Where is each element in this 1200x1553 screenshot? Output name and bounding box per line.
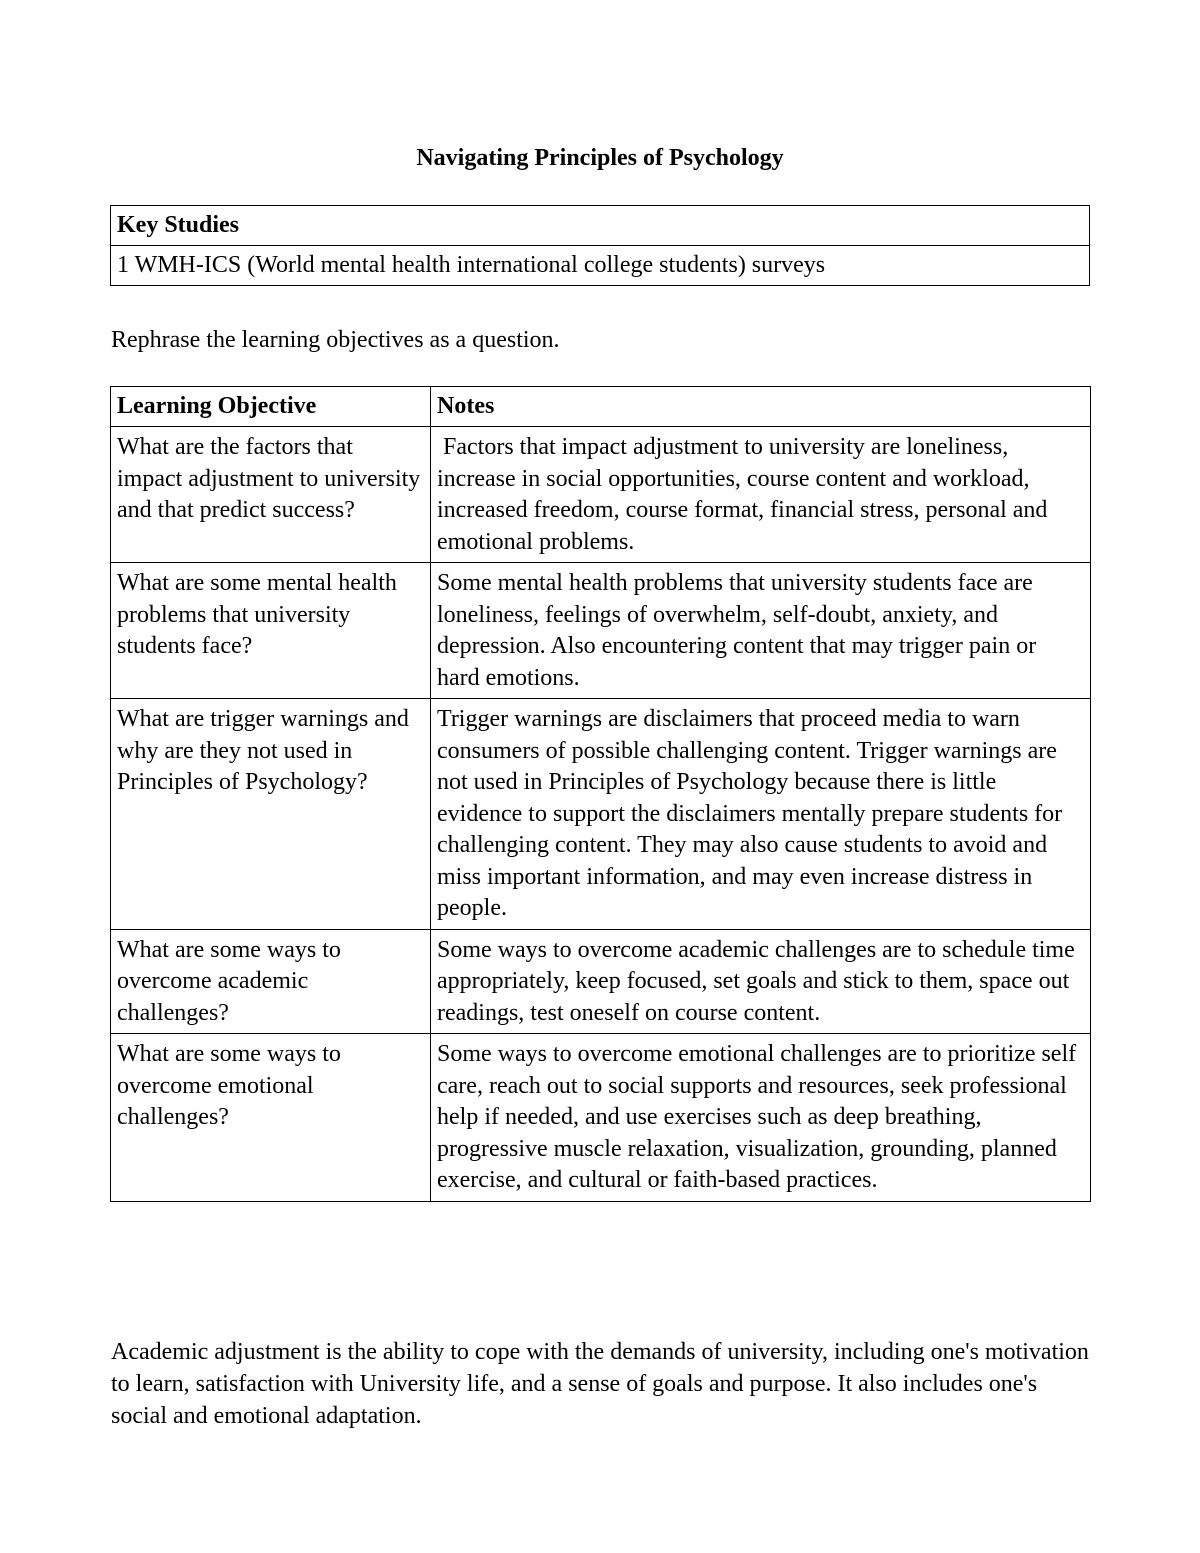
table-row: [111, 206, 1090, 246]
objective-notes: Some ways to overcome academic challenges are to schedule time appropriately, keep focused, set goals and stick to them, space out readings, test oneself on course content.: [431, 929, 1091, 1034]
objective-question: What are some mental health problems that university students face?: [111, 563, 431, 699]
key-studies-header: Key Studies: [111, 206, 1090, 246]
learning-objectives-table: [110, 386, 1091, 1202]
table-header-row: [111, 387, 1091, 427]
table-row: [111, 246, 1090, 286]
objective-question: What are the factors that impact adjustment to university and that predict success?: [111, 427, 431, 563]
summary-paragraph: Academic adjustment is the ability to cope with the demands of university, including one's motivation to learn, satisfaction with University life, and a sense of goals and purpose. It also includes one's social and emotional adaptation.: [111, 1339, 1089, 1429]
learning-objective-header: Learning Objective: [111, 387, 431, 427]
objective-notes: Factors that impact adjustment to university are loneliness, increase in social opportunities, course content and workload, increased freedom, course format, financial stress, personal and emotional problems.: [431, 427, 1091, 563]
notes-header: Notes: [431, 387, 1091, 427]
table-row: [111, 563, 1091, 699]
table-row: [111, 427, 1091, 563]
objective-question: What are some ways to overcome academic challenges?: [111, 929, 431, 1034]
table-row: [111, 699, 1091, 930]
objective-question: What are some ways to overcome emotional challenges?: [111, 1034, 431, 1202]
objective-question: What are trigger warnings and why are they not used in Principles of Psychology?: [111, 699, 431, 930]
key-studies-table: [110, 205, 1090, 286]
objective-notes: Some mental health problems that university students face are loneliness, feelings of overwhelm, self-doubt, anxiety, and depression. Also encountering content that may trigger pain or hard emotions.: [431, 563, 1091, 699]
table-row: [111, 929, 1091, 1034]
table-row: [111, 1034, 1091, 1202]
objective-notes: Some ways to overcome emotional challenges are to prioritize self care, reach out to social supports and resources, seek professional help if needed, and use exercises such as deep breathing, progressive muscle relaxation, visualization, grounding, planned exercise, and cultural or faith-based practices.: [431, 1034, 1091, 1202]
page-title: Navigating Principles of Psychology: [416, 145, 784, 171]
instruction-text: Rephrase the learning objectives as a question.: [111, 327, 560, 353]
key-study-item: 1 WMH-ICS (World mental health international college students) surveys: [111, 246, 1090, 286]
objective-notes: Trigger warnings are disclaimers that proceed media to warn consumers of possible challenging content. Trigger warnings are not used in Principles of Psychology because there is little evidence to support the disclaimers mentally prepare students for challenging content. They may also cause students to avoid and miss important information, and may even increase distress in people.: [431, 699, 1091, 930]
